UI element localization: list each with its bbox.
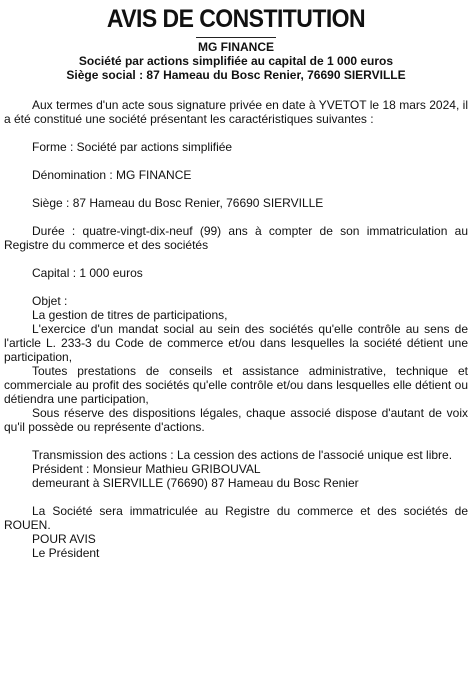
- president-address-line: demeurant à SIERVILLE (76690) 87 Hameau du Bosc Renier: [32, 476, 359, 490]
- president-line: Président : Monsieur Mathieu GRIBOUVAL: [32, 462, 261, 476]
- forme-line: Forme : Société par actions simplifiée: [32, 140, 233, 154]
- notice-title: AVIS DE CONSTITUTION: [106, 5, 366, 33]
- objet-label: Objet :: [32, 294, 68, 308]
- capital-line: Capital : 1 000 euros: [32, 266, 143, 280]
- company-registered-office: Siège social : 87 Hameau du Bosc Renier, 76690 SIERVILLE: [66, 68, 406, 82]
- intro-paragraph: Aux termes d'un acte sous signature privée en date à YVETOT le 18 mars 2024, il a été constitué une société présentant les caractéristiques suivantes :: [4, 98, 468, 126]
- objet-item-4: Sous réserve des dispositions légales, chaque associé dispose d'autant de voix qu'il possède ou représente d'actions.: [4, 406, 468, 434]
- signatory-line: Le Président: [32, 546, 100, 560]
- notice-body: [4, 98, 468, 560]
- title-divider: [196, 37, 276, 38]
- objet-item-3: Toutes prestations de conseils et assistance administrative, technique et commerciale au profit des sociétés qu'elle contrôle et/ou dans lesquelles elle détient ou détiendra une participation,: [4, 364, 468, 406]
- siege-line: Siège : 87 Hameau du Bosc Renier, 76690 SIERVILLE: [32, 196, 324, 210]
- company-name: MG FINANCE: [198, 40, 274, 54]
- denomination-line: Dénomination : MG FINANCE: [32, 168, 192, 182]
- immatriculation-line: La Société sera immatriculée au Registre du commerce et des sociétés de ROUEN.: [4, 504, 468, 532]
- closing-line: POUR AVIS: [32, 532, 96, 546]
- objet-item-1: La gestion de titres de participations,: [32, 308, 228, 322]
- duree-paragraph: Durée : quatre-vingt-dix-neuf (99) ans à compter de son immatriculation au Registre du commerce et des sociétés: [4, 224, 468, 252]
- transmission-line: Transmission des actions : La cession des actions de l'associé unique est libre.: [32, 448, 453, 462]
- company-form-capital: Société par actions simplifiée au capital de 1 000 euros: [78, 54, 394, 68]
- objet-item-2: L'exercice d'un mandat social au sein des sociétés qu'elle contrôle au sens de l'article L. 233-3 du Code de commerce et/ou dans lesquelles la société détient une participation,: [4, 322, 468, 364]
